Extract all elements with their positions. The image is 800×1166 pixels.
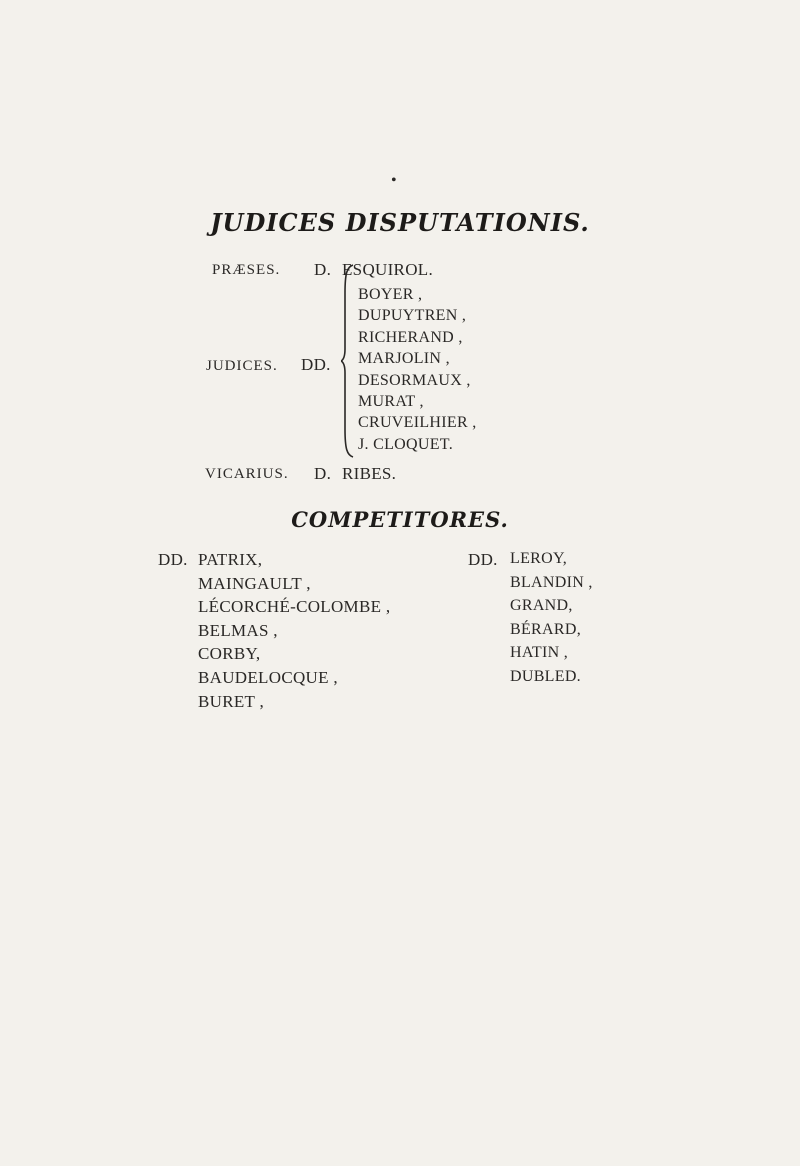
judices-prefix: DD.	[301, 355, 331, 374]
praeses-label: PRÆSES.	[212, 262, 281, 278]
judex-name: J. CLOQUET.	[358, 435, 453, 453]
competitor-name: BÉRARD,	[510, 620, 581, 638]
competitor-name: PATRIX,	[198, 550, 263, 569]
judex-name: RICHERAND ,	[358, 328, 463, 346]
competitores-title: COMPETITORES.	[291, 507, 509, 532]
competitor-name: CORBY,	[198, 644, 261, 664]
competitor-name: BELMAS ,	[198, 620, 278, 640]
competitor-name: BAUDELOCQUE ,	[198, 668, 338, 687]
judex-name: BOYER ,	[358, 286, 423, 303]
competitores-right-prefix: DD.	[468, 550, 498, 569]
praeses-prefix: D.	[314, 260, 332, 279]
judices-label: JUDICES.	[206, 358, 278, 374]
competitor-name: BURET ,	[198, 691, 265, 711]
judex-name: CRUVEILHIER ,	[358, 414, 477, 432]
judex-name: MURAT ,	[358, 393, 424, 410]
competitor-name: DUBLED.	[510, 668, 581, 685]
competitores-left-prefix: DD.	[158, 550, 188, 569]
judex-name: MARJOLIN ,	[358, 350, 450, 368]
vicarius-prefix: D.	[314, 464, 332, 483]
competitor-name: BLANDIN ,	[510, 573, 593, 591]
page-title: JUDICES DISPUTATIONIS.	[210, 208, 590, 237]
competitor-name: LEROY,	[510, 550, 568, 567]
top-mark: •	[391, 172, 397, 189]
competitor-name: LÉCORCHÉ-COLOMBE ,	[198, 597, 391, 617]
competitor-name: HATIN ,	[510, 644, 569, 662]
praeses-name: ESQUIROL.	[342, 260, 434, 279]
competitor-name: MAINGAULT ,	[198, 573, 311, 593]
judex-name: DESORMAUX ,	[358, 371, 471, 389]
vicarius-label: VICARIUS.	[205, 466, 289, 482]
judex-name: DUPUYTREN ,	[358, 307, 467, 325]
vicarius-name: RIBES.	[342, 464, 397, 483]
curly-brace-icon	[341, 263, 355, 459]
competitor-name: GRAND,	[510, 597, 573, 615]
